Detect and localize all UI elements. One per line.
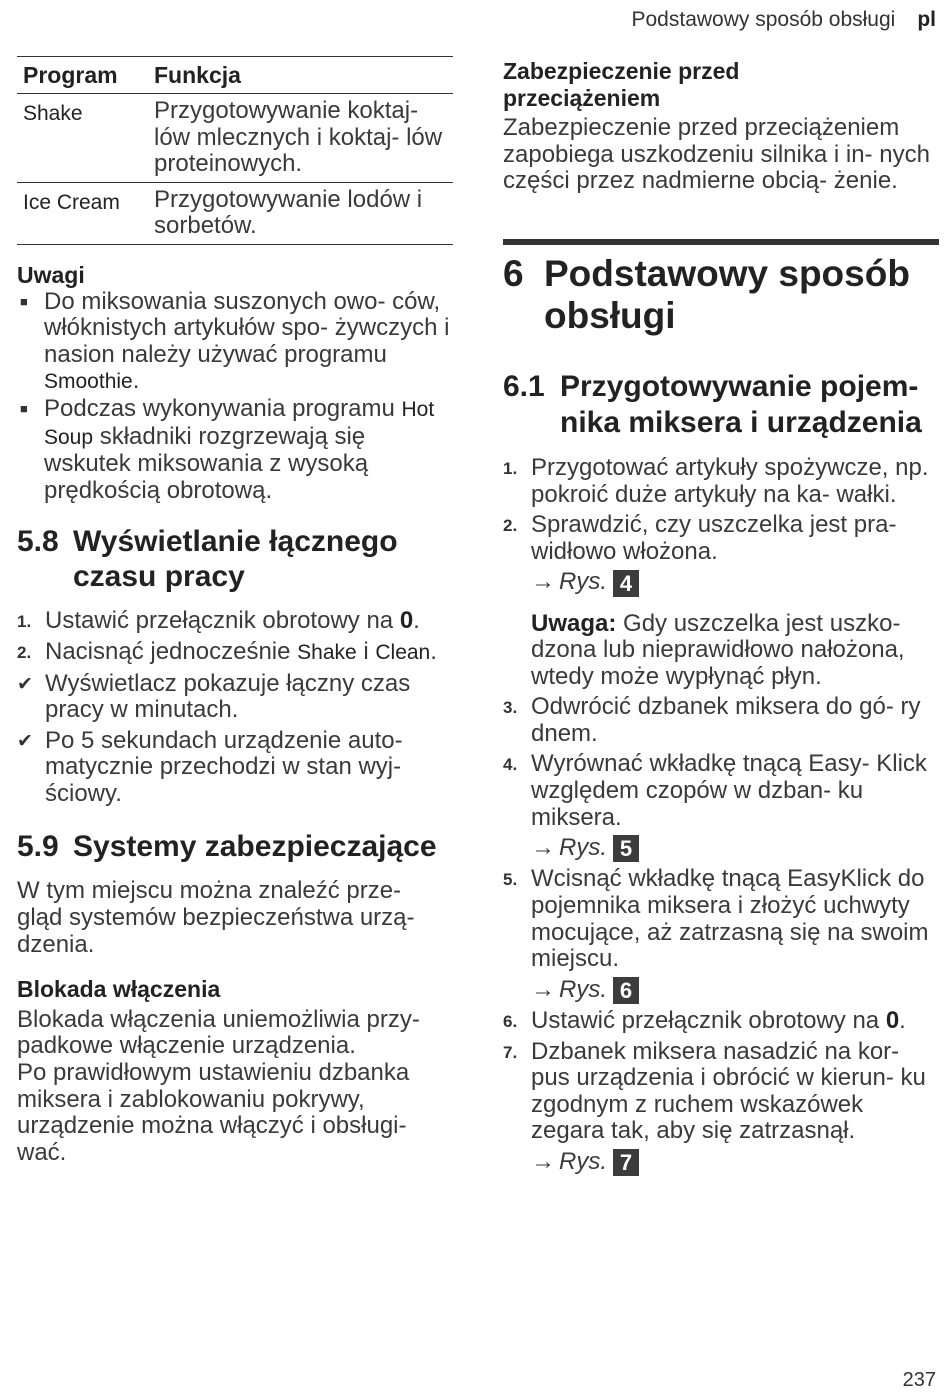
step-item: 6. Ustawić przełącznik obrotowy na 0. — [503, 1006, 906, 1034]
lock-paragraph-2: Po prawidłowym ustawieniu dzbanka miksera i zablokowaniu pokrywy, urządzenie można włączyć i obsługi- wać. — [17, 1059, 410, 1166]
check-icon: ✔ — [17, 673, 33, 695]
arrow-icon: → — [531, 834, 555, 862]
program-keyword: Hot Soup — [44, 397, 435, 449]
figure-number-badge: 7 — [613, 1149, 639, 1176]
result-item: ✔ Po 5 sekundach urządzenie auto- matycznie przechodzi w stan wyj- ściowy. — [17, 726, 403, 807]
table-row — [17, 182, 453, 244]
program-table — [17, 56, 453, 245]
chapter-6-heading: 6 Podstawowy sposób obsługi — [503, 252, 910, 336]
header-title: Podstawowy sposób obsługi — [631, 8, 896, 31]
section-6-1-steps — [503, 455, 939, 1176]
section-5-8-heading: 5.8 Wyświetlanie łącznego czasu pracy — [17, 525, 398, 594]
overload-paragraph: Zabezpieczenie przed przeciążeniem zapobiega uszkodzeniu silnika i in- nych części przez nadmierne obcią- żenie. — [503, 114, 930, 195]
step-item: 1. Przygotować artykuły spożywcze, np. pokroić duże artykuły na ka- wałki. — [503, 453, 929, 508]
step-item: 4. Wyrównać wkładkę tnącą Easy- Klick względem czopów w dzban- ku miksera. → Rys. 5 — [503, 751, 939, 862]
header-language: pl — [917, 8, 936, 31]
lock-paragraph-1: Blokada włączenia uniemożliwia przy- padkowe włączenie urządzenia. — [17, 1005, 420, 1060]
program-name: Ice Cream — [23, 190, 120, 214]
figure-number-badge: 5 — [613, 835, 639, 862]
step-item: 7. Dzbanek miksera nasadzić na kor- pus urządzenia i obrócić w kierun- ku zgodnym z ruchem wskazówek zegara tak, aby się zatrzasnął. → Rys. 7 — [503, 1039, 939, 1177]
figure-reference: → Rys. 6 — [531, 977, 939, 1004]
program-name: Shake — [17, 94, 148, 183]
running-header — [632, 8, 937, 32]
notes-heading: Uwagi — [17, 261, 85, 288]
figure-reference: → Rys. 7 — [531, 1149, 939, 1176]
overload-heading: Zabezpieczenie przed przeciążeniem — [503, 58, 740, 111]
left-column — [17, 56, 453, 1166]
step-item: 3. Odwrócić dzbanek miksera do gó- ry dnem. — [503, 693, 921, 747]
table-row — [17, 94, 453, 183]
right-column — [503, 56, 939, 1180]
section-6-1-heading: 6.1 Przygotowywanie pojem- nika miksera i urządzenia — [503, 369, 922, 439]
figure-number-badge: 6 — [613, 977, 639, 1004]
figure-reference: → Rys. 5 — [531, 835, 939, 862]
figure-reference: → Rys. 4 — [531, 569, 939, 596]
figure-number-badge: 4 — [613, 570, 639, 597]
step-item: 2. Sprawdzić, czy uszczelka jest pra- widłowo włożona. → Rys. 4 Uwaga: Gdy uszczelka jest uszko- dzona lub nieprawidłowo nałożona, wtedy może wypłynąć płyn. — [503, 512, 939, 690]
page-number: 237 — [902, 1369, 936, 1391]
note-item: ■ Podczas wykonywania programu Hot Soup składniki rozgrzewają się wskutek miksowania z wysoką prędkością obrotową. — [17, 396, 453, 504]
warning-note: Uwaga: Gdy uszczelka jest uszko- dzona lub nieprawidłowo nałożona, wtedy może wypłynąć płyn. — [531, 609, 905, 690]
notes-list — [17, 289, 453, 505]
arrow-icon: → — [531, 975, 555, 1003]
section-5-8-steps — [17, 608, 453, 807]
arrow-icon: → — [531, 568, 555, 596]
step-item: 1. Ustawić przełącznik obrotowy na 0. — [17, 607, 420, 635]
note-item: ■ Do miksowania suszonych owo- ców, włóknistych artykułów spo- żywczych i nasion należy używać programu Smoothie. — [17, 289, 453, 396]
step-item: 2. Nacisnąć jednocześnie Shake i Clean. — [17, 637, 437, 665]
check-icon: ✔ — [17, 730, 33, 752]
program-function: Przygotowywanie koktaj- lów mlecznych i koktaj- lów proteinowych. — [148, 94, 453, 183]
section-5-9-heading: 5.9 Systemy zabezpieczające — [17, 830, 437, 864]
section-5-9-intro: W tym miejscu można znaleźć prze- gląd systemów bezpieczeństwa urzą- dzenia. — [17, 877, 415, 958]
step-item: 5. Wcisnąć wkładkę tnącą EasyKlick do pojemnika miksera i złożyć uchwyty mocujące, aż zatrzasną się na swoim miejscu. → Rys. 6 — [503, 866, 939, 1004]
result-item: ✔ Wyświetlacz pokazuje łączny czas pracy w minutach. — [17, 669, 411, 724]
lock-heading: Blokada włączenia — [17, 976, 221, 1003]
arrow-icon: → — [531, 1147, 555, 1175]
table-header-function: Funkcja — [148, 57, 453, 94]
chapter-rule — [503, 239, 939, 245]
program-keyword: Smoothie — [44, 370, 133, 394]
program-function: Przygotowywanie lodów i sorbetów. — [154, 185, 423, 240]
table-header-program: Program — [17, 57, 148, 94]
